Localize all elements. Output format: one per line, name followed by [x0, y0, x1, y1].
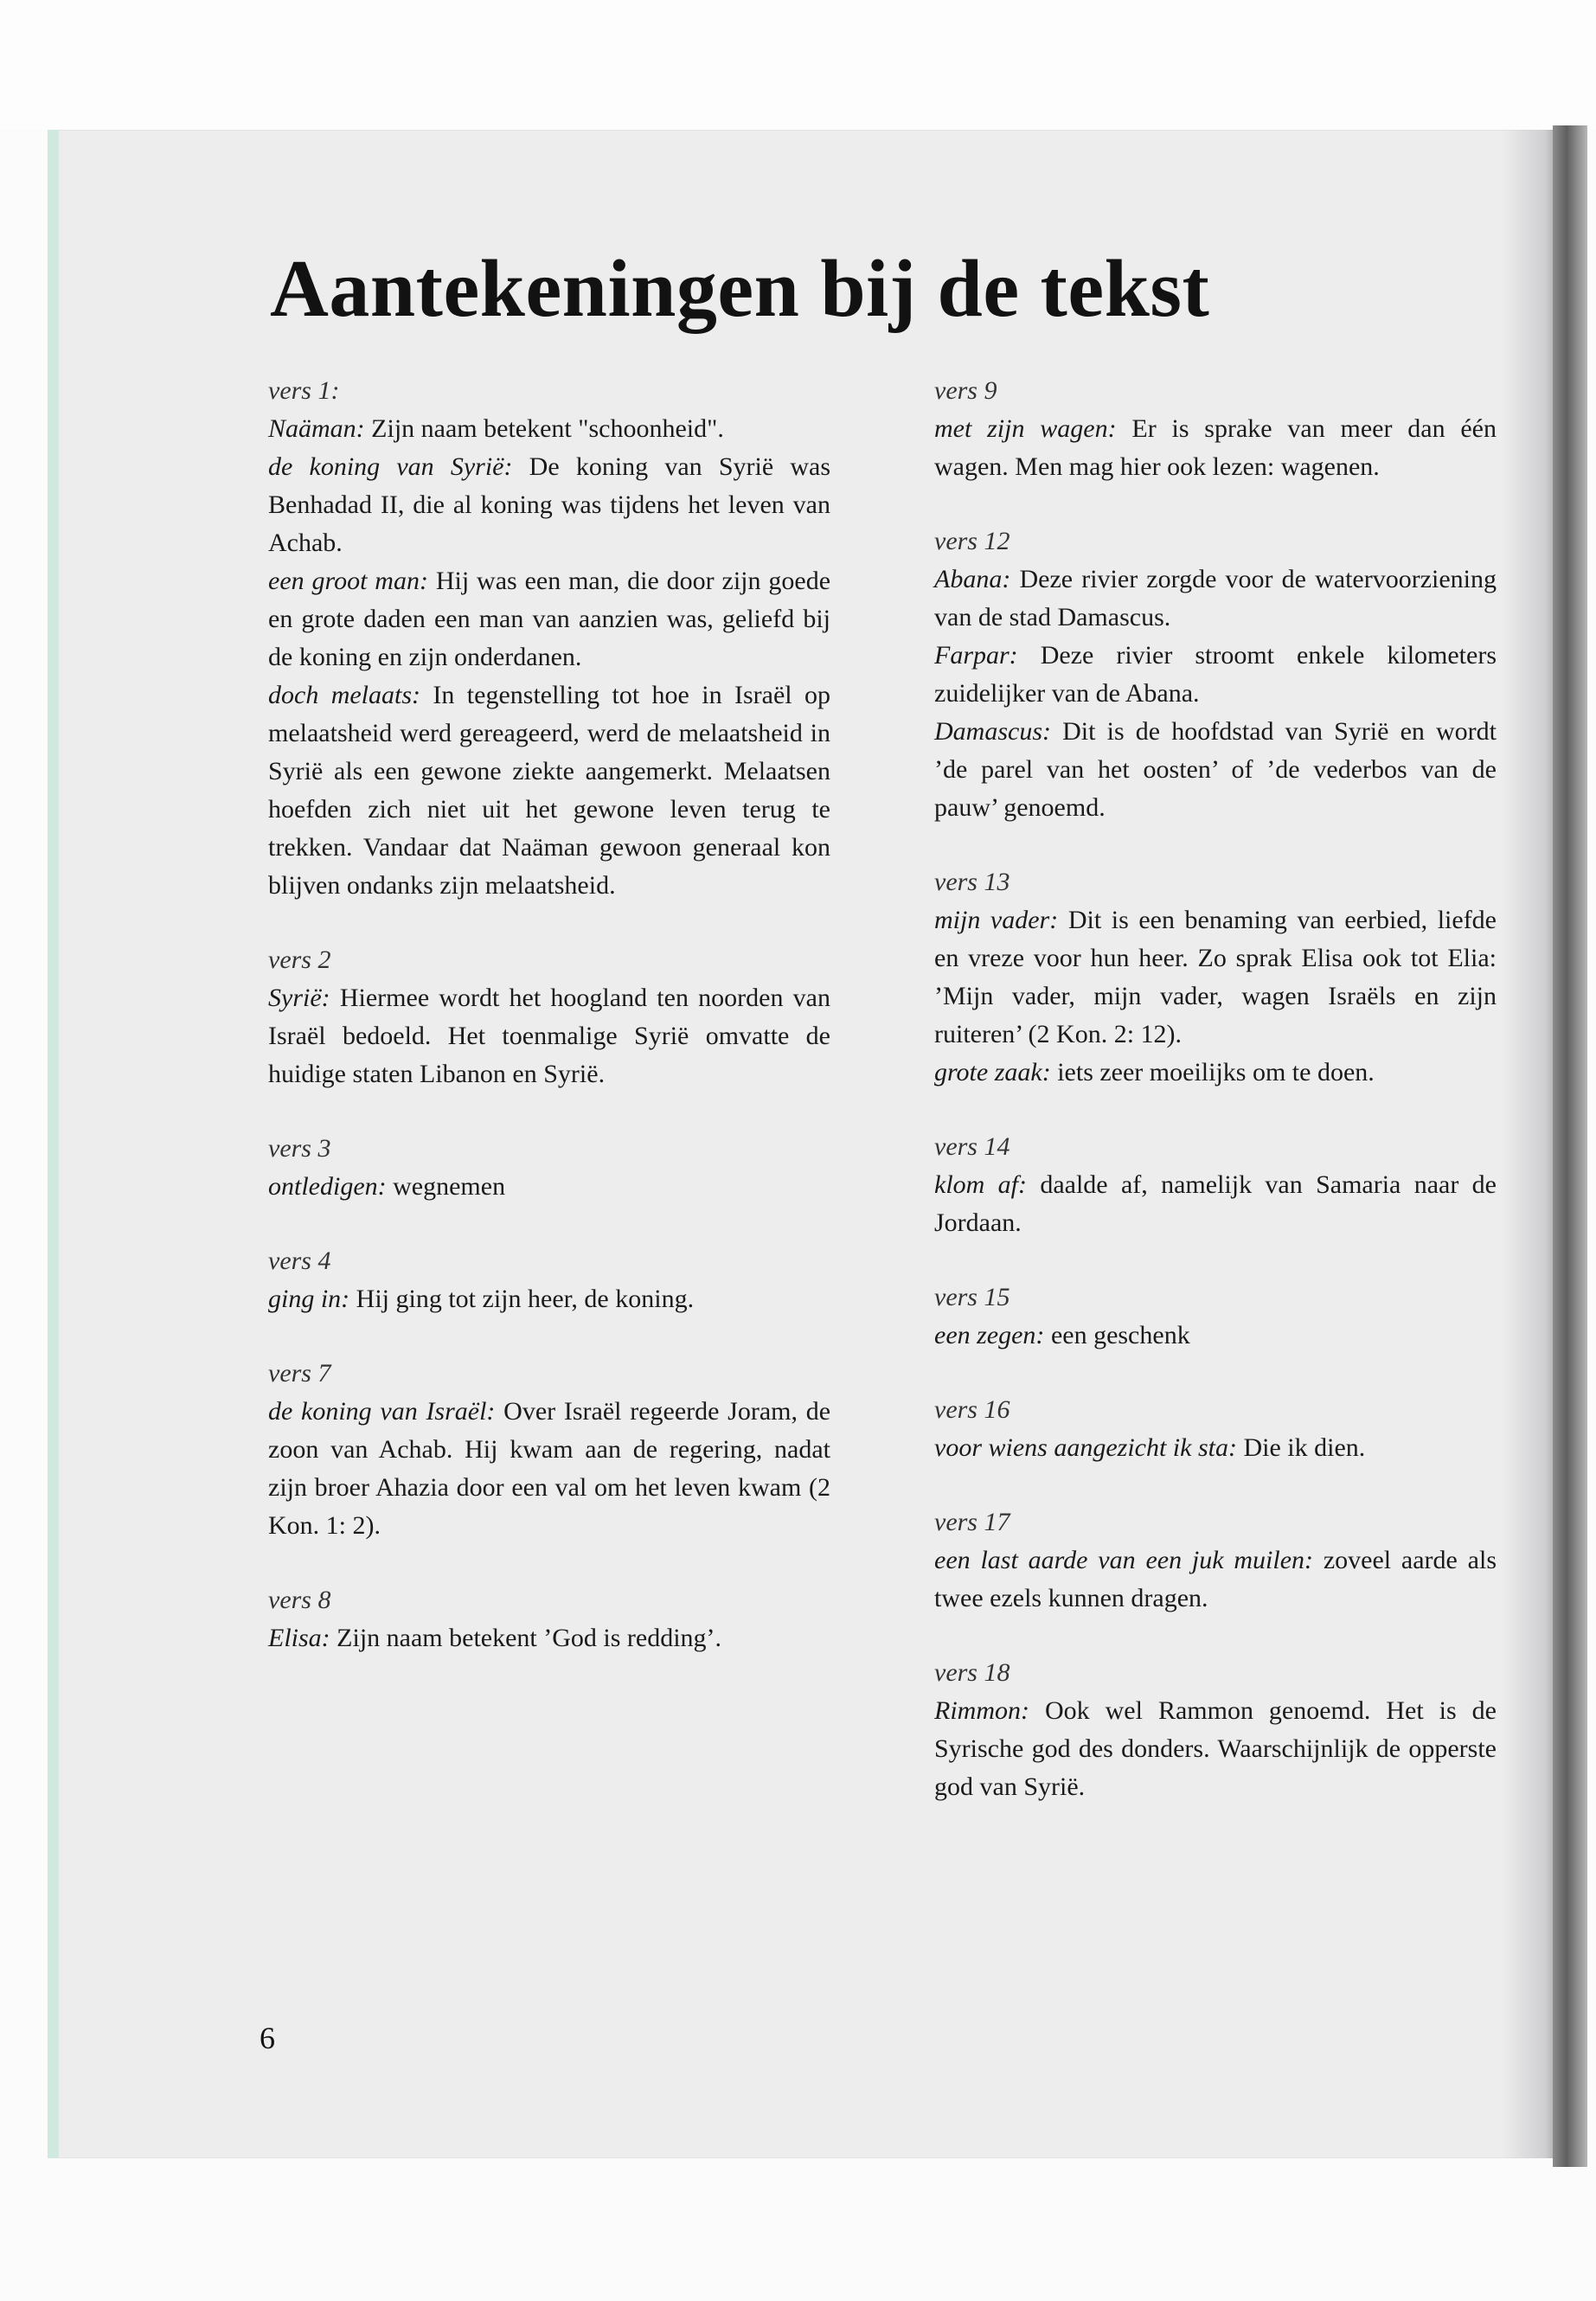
verse-reference: vers 16	[934, 1395, 1010, 1424]
verse-reference: vers 17	[934, 1508, 1010, 1536]
verse-reference: vers 12	[934, 527, 1010, 555]
verse-note	[934, 522, 1497, 827]
note-paragraph	[268, 1280, 830, 1318]
note-paragraph	[934, 1166, 1497, 1242]
note-term: de koning van Israël:	[268, 1397, 496, 1426]
note-term: klom af:	[934, 1170, 1027, 1199]
verse-note	[934, 1503, 1497, 1618]
note-term: ontledigen:	[268, 1172, 387, 1201]
note-paragraph	[934, 1054, 1497, 1092]
note-explanation: De koning van Syrië was Benhadad II, die al koning was tijdens het leven van Achab.	[268, 452, 830, 557]
note-explanation: Dit is de hoofdstad van Syrië en wordt ’de parel van het oosten’ of ’de vederbos van de pauw’ genoemd.	[934, 717, 1497, 822]
note-term: Farpar:	[934, 641, 1018, 670]
note-term: een zegen:	[934, 1321, 1045, 1349]
note-paragraph	[268, 1393, 830, 1545]
book-spine	[1553, 125, 1587, 2167]
note-explanation: Hij ging tot zijn heer, de koning.	[356, 1285, 695, 1313]
verse-reference: vers 18	[934, 1658, 1010, 1687]
note-paragraph	[268, 979, 830, 1093]
note-term: een groot man:	[268, 567, 428, 595]
note-paragraph	[934, 1692, 1497, 1806]
verse-reference: vers 1:	[268, 376, 340, 405]
note-term: een last aarde van een juk muilen:	[934, 1546, 1313, 1574]
scan-margin	[0, 0, 1596, 130]
verse-note	[268, 1581, 830, 1657]
verse-note	[934, 1128, 1497, 1242]
verse-reference: vers 8	[268, 1586, 331, 1614]
note-paragraph	[934, 1541, 1497, 1618]
note-paragraph	[268, 1619, 830, 1657]
note-paragraph	[268, 562, 830, 676]
note-term: voor wiens aangezicht ik sta:	[934, 1433, 1237, 1462]
note-explanation: Hij was een man, die door zijn goede en grote daden een man van aanzien was, geliefd bij de koning en zijn onderdanen.	[268, 567, 831, 671]
notes-column-right	[934, 372, 1497, 1843]
verse-note	[934, 1654, 1497, 1806]
note-explanation: Deze rivier stroomt enkele kilometers zuidelijker van de Abana.	[934, 641, 1497, 708]
note-explanation: Over Israël regeerde Joram, de zoon van Achab. Hij kwam aan de regering, nadat zijn broer Ahazia door een val om het leven kwam (2 Kon. 1: 2).	[268, 1397, 831, 1540]
note-paragraph	[934, 1429, 1497, 1467]
verse-note	[934, 1279, 1497, 1355]
note-paragraph	[934, 637, 1497, 713]
note-paragraph	[268, 448, 830, 562]
verse-reference: vers 9	[934, 376, 997, 405]
note-paragraph	[934, 561, 1497, 637]
note-paragraph	[934, 1317, 1497, 1355]
note-explanation: een geschenk	[1050, 1321, 1190, 1349]
verse-note	[934, 863, 1497, 1092]
note-explanation: Die ik dien.	[1243, 1433, 1366, 1462]
note-paragraph	[934, 713, 1497, 827]
note-term: de koning van Syrië:	[268, 452, 513, 481]
note-explanation: wegnemen	[393, 1172, 506, 1201]
page-number: 6	[260, 2021, 275, 2055]
note-explanation: Zijn naam betekent "schoonheid".	[371, 414, 724, 443]
note-term: doch melaats:	[268, 681, 421, 709]
note-term: Elisa:	[268, 1624, 330, 1652]
verse-reference: vers 14	[934, 1132, 1010, 1161]
note-explanation: daalde af, namelijk van Samaria naar de Jordaan.	[934, 1170, 1497, 1237]
note-term: Rimmon:	[934, 1696, 1029, 1725]
note-explanation: Dit is een benaming van eerbied, liefde en vreze voor hun heer. Zo sprak Elisa ook tot Elia: ’Mijn vader, mijn vader, wagen Israëls en zijn ruiteren’ (2 Kon. 2: 12).	[934, 906, 1497, 1048]
verse-reference: vers 13	[934, 868, 1010, 896]
note-term: Syrië:	[268, 984, 330, 1012]
verse-note	[268, 1355, 830, 1545]
verse-reference: vers 2	[268, 945, 331, 974]
note-paragraph	[934, 410, 1497, 486]
note-term: ging in:	[268, 1285, 350, 1313]
note-explanation: Deze rivier zorgde voor de watervoorziening van de stad Damascus.	[934, 565, 1497, 631]
verse-reference: vers 7	[268, 1359, 331, 1388]
note-paragraph	[268, 410, 830, 448]
note-explanation: Ook wel Rammon genoemd. Het is de Syrische god des donders. Waarschijnlijk de opperste god van Syrië.	[934, 1696, 1497, 1801]
note-explanation: In tegenstelling tot hoe in Israël op melaatsheid werd gereageerd, werd de melaatsheid in Syrië als een gewone ziekte aangemerkt. Melaatsen hoefden zich niet uit het gewone leven terug te trekken. Vandaar dat Naäman gewoon generaal kon blijven ondanks zijn melaatsheid.	[268, 681, 830, 900]
verse-reference: vers 4	[268, 1247, 331, 1275]
verse-note	[268, 1130, 830, 1206]
verse-reference: vers 3	[268, 1134, 331, 1163]
note-term: Abana:	[934, 565, 1011, 593]
note-explanation: Zijn naam betekent ’God is redding’.	[337, 1624, 722, 1652]
notes-column-left	[268, 372, 830, 1694]
verse-note	[934, 1391, 1497, 1467]
note-explanation: zoveel aarde als twee ezels kunnen dragen.	[934, 1546, 1497, 1612]
note-term: Damascus:	[934, 717, 1051, 746]
note-explanation: Er is sprake van meer dan één wagen. Men mag hier ook lezen: wagenen.	[934, 414, 1497, 481]
note-explanation: iets zeer moeilijks om te doen.	[1057, 1058, 1375, 1086]
note-explanation: Hiermee wordt het hoogland ten noorden van Israël bedoeld. Het toenmalige Syrië omvatte de huidige staten Libanon en Syrië.	[268, 984, 830, 1088]
verse-note	[268, 372, 830, 905]
verse-note	[268, 1242, 830, 1318]
verse-note	[268, 941, 830, 1093]
verse-reference: vers 15	[934, 1283, 1010, 1311]
note-paragraph	[268, 1168, 830, 1206]
note-term: grote zaak:	[934, 1058, 1051, 1086]
note-paragraph	[934, 901, 1497, 1054]
verse-note	[934, 372, 1497, 486]
note-term: mijn vader:	[934, 906, 1059, 934]
note-term: met zijn wagen:	[934, 414, 1117, 443]
note-term: Naäman:	[268, 414, 365, 443]
page-title: Aantekeningen bij de tekst	[270, 244, 1210, 334]
note-paragraph	[268, 676, 830, 905]
